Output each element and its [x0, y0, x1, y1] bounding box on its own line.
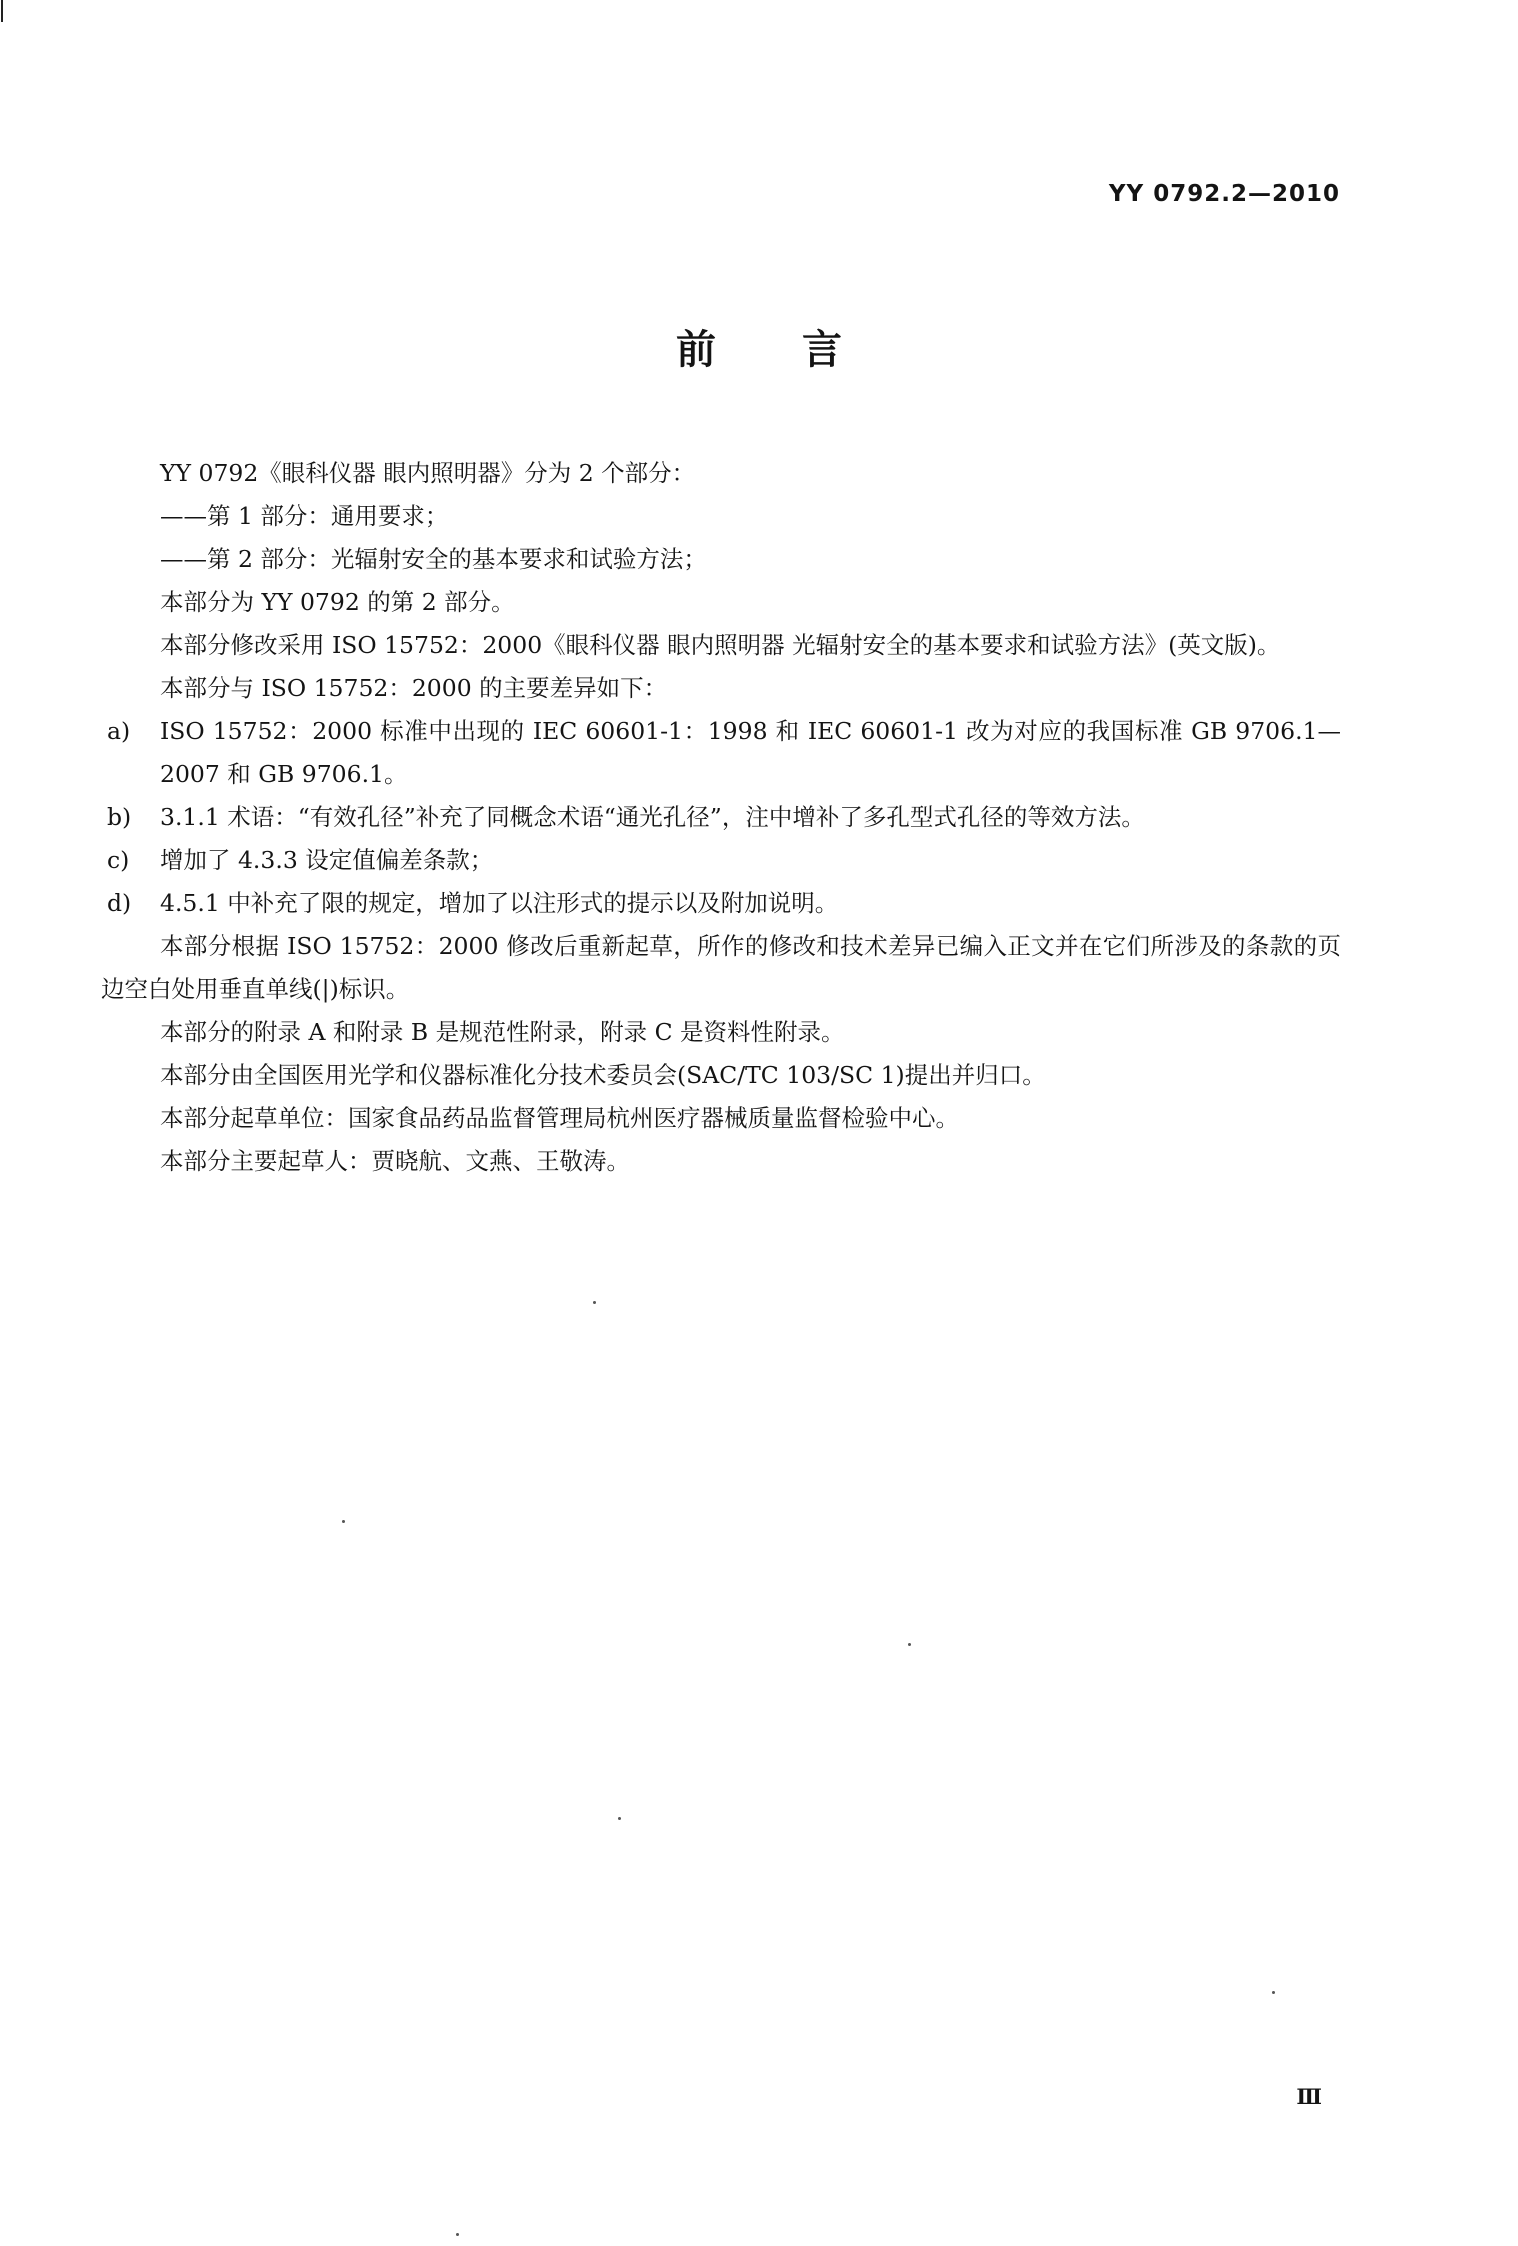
scan-speck — [456, 2233, 459, 2236]
paragraph-annexes: 本部分的附录 A 和附录 B 是规范性附录，附录 C 是资料性附录。 — [160, 1018, 845, 1046]
paragraph-drafting-unit: 本部分起草单位：国家食品药品监督管理局杭州医疗器械质量监督检验中心。 — [160, 1104, 959, 1132]
paragraph-drafters: 本部分主要起草人：贾晓航、文燕、王敬涛。 — [160, 1147, 630, 1175]
difference-item-d — [101, 882, 1341, 925]
scan-speck — [342, 1520, 345, 1523]
paragraph-differences-intro: 本部分与 ISO 15752：2000 的主要差异如下： — [160, 674, 668, 702]
scan-speck — [1272, 1991, 1275, 1994]
paragraph-part-1: ——第 1 部分：通用要求； — [160, 502, 449, 530]
page-number: Ⅲ — [1296, 2084, 1321, 2109]
paragraph-parts-overview: YY 0792《眼科仪器 眼内照明器》分为 2 个部分： — [160, 459, 696, 487]
list-item-text: 4.5.1 中补充了限的规定，增加了以注形式的提示以及附加说明。 — [160, 889, 839, 917]
list-item-text: ISO 15752：2000 标准中出现的 IEC 60601-1：1998 和 IEC 60601-1 改为对应的我国标准 GB 9706.1—2007 和 GB 9706.1。 — [160, 717, 1341, 788]
difference-item-a — [101, 710, 1341, 796]
scan-speck — [593, 1301, 596, 1304]
paragraph-part-2: ——第 2 部分：光辐射安全的基本要求和试验方法； — [160, 545, 707, 573]
foreword-body — [101, 452, 1341, 1183]
list-item-text: 增加了 4.3.3 设定值偏差条款； — [160, 846, 494, 874]
list-marker: c) — [107, 846, 130, 874]
paragraph-this-part: 本部分为 YY 0792 的第 2 部分。 — [160, 588, 515, 616]
paragraph-adoption: 本部分修改采用 ISO 15752：2000《眼科仪器 眼内照明器 光辐射安全的基本要求和试验方法》(英文版)。 — [160, 631, 1281, 659]
list-marker: b) — [107, 803, 132, 831]
list-marker: d) — [107, 889, 132, 917]
difference-item-b — [101, 796, 1341, 839]
scan-speck — [908, 1643, 911, 1646]
list-marker: a) — [107, 717, 131, 745]
scan-margin-mark — [1, 0, 3, 22]
page-title: 前言 — [676, 326, 928, 373]
difference-item-c — [101, 839, 1341, 882]
list-item-text: 3.1.1 术语：“有效孔径”补充了同概念术语“通光孔径”，注中增补了多孔型式孔径的等效方法。 — [160, 803, 1145, 831]
paragraph-redrafting: 本部分根据 ISO 15752：2000 修改后重新起草，所作的修改和技术差异已编入正文并在它们所涉及的条款的页边空白处用垂直单线(|)标识。 — [101, 932, 1341, 1003]
paragraph-proposer: 本部分由全国医用光学和仪器标准化分技术委员会(SAC/TC 103/SC 1)提出并归口。 — [160, 1061, 1046, 1089]
standard-code: YY 0792.2—2010 — [1108, 181, 1340, 207]
scan-speck — [618, 1817, 621, 1820]
